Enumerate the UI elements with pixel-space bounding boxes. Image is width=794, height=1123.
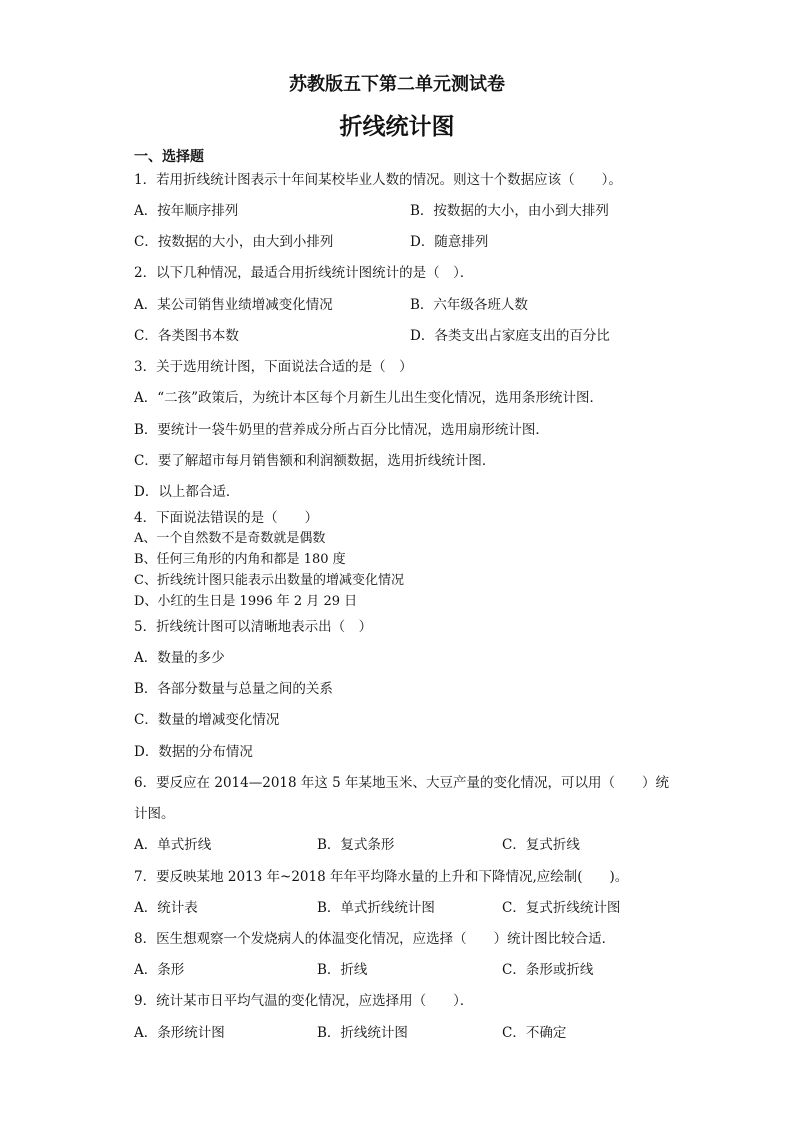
section-heading: 一、选择题 — [134, 149, 204, 165]
question-8-option-c: C．条形或折线 — [502, 962, 594, 978]
question-8-stem: 8．医生想观察一个发烧病人的体温变化情况，应选择（ ）统计图比较合适． — [134, 931, 616, 947]
question-5-option-c: C．数量的增减变化情况 — [134, 712, 280, 728]
question-3-option-a: A．“二孩”政策后，为统计本区每个月新生儿出生变化情况，选用条形统计图． — [134, 390, 604, 406]
question-9-option-b: B．折线统计图 — [317, 1025, 408, 1041]
question-6-stem-continued: 计图。 — [134, 806, 175, 822]
question-7-option-a: A．统计表 — [134, 900, 198, 916]
question-1-option-c: C．按数据的大小，由大到小排列 — [134, 234, 334, 250]
question-8-option-a: A．条形 — [134, 962, 185, 978]
question-5-option-b: B．各部分数量与总量之间的关系 — [134, 681, 333, 697]
question-3-stem: 3．关于选用统计图，下面说法合适的是（ ） — [134, 359, 413, 375]
question-8-option-b: B．折线 — [317, 962, 368, 978]
question-5-option-d: D．数据的分布情况 — [134, 744, 253, 760]
exam-subtitle: 折线统计图 — [339, 114, 455, 140]
question-6-option-b: B．复式条形 — [317, 837, 395, 853]
question-4-option-d: D、小红的生日是 1996 年 2 月 29 日 — [134, 594, 358, 609]
question-6-stem: 6．要反应在 2014—2018 年这 5 年某地玉米、大豆产量的变化情况，可以用（ ）统 — [134, 775, 670, 791]
question-3-option-c: C．要了解超市每月销售额和利润额数据，选用折线统计图． — [134, 453, 496, 469]
question-7-option-b: B．单式折线统计图 — [317, 900, 435, 916]
question-7-stem: 7．要反映某地 2013 年~2018 年年平均降水量的上升和下降情况,应绘制( )。 — [134, 869, 629, 885]
question-2-option-d: D．各类支出占家庭支出的百分比 — [410, 328, 610, 344]
question-1-option-a: A．按年顺序排列 — [134, 203, 239, 219]
question-4-stem: 4．下面说法错误的是（ ） — [134, 510, 319, 526]
question-9-option-a: A．条形统计图 — [134, 1025, 225, 1041]
question-2-option-c: C．各类图书本数 — [134, 328, 239, 344]
question-2-stem: 2．以下几种情况，最适合用折线统计图统计的是（ ）． — [134, 265, 474, 281]
question-4-option-c: C、折线统计图只能表示出数量的增减变化情况 — [134, 573, 404, 588]
question-6-option-c: C．复式折线 — [502, 837, 580, 853]
question-5-stem: 5．折线统计图可以清晰地表示出（ ） — [134, 619, 373, 635]
question-9-option-c: C．不确定 — [502, 1025, 567, 1041]
question-1-option-d: D．随意排列 — [410, 234, 489, 250]
question-3-option-b: B．要统计一袋牛奶里的营养成分所占百分比情况，选用扇形统计图． — [134, 422, 549, 438]
question-1-stem: 1．若用折线统计图表示十年间某校毕业人数的情况。则这十个数据应该（ ）。 — [134, 172, 622, 188]
question-9-stem: 9．统计某市日平均气温的变化情况，应选择用（ ）． — [134, 993, 474, 1009]
question-4-option-a: A、一个自然数不是奇数就是偶数 — [134, 531, 326, 546]
question-2-option-a: A．某公司销售业绩增减变化情况 — [134, 297, 333, 313]
question-6-option-a: A．单式折线 — [134, 837, 212, 853]
question-5-option-a: A．数量的多少 — [134, 650, 225, 666]
question-3-option-d: D．以上都合适． — [134, 484, 240, 500]
question-7-option-c: C．复式折线统计图 — [502, 900, 621, 916]
question-4-option-b: B、任何三角形的内角和都是 180 度 — [134, 552, 346, 567]
exam-title: 苏教版五下第二单元测试卷 — [289, 74, 505, 95]
question-1-option-b: B．按数据的大小，由小到大排列 — [410, 203, 609, 219]
question-2-option-b: B．六年级各班人数 — [410, 297, 528, 313]
